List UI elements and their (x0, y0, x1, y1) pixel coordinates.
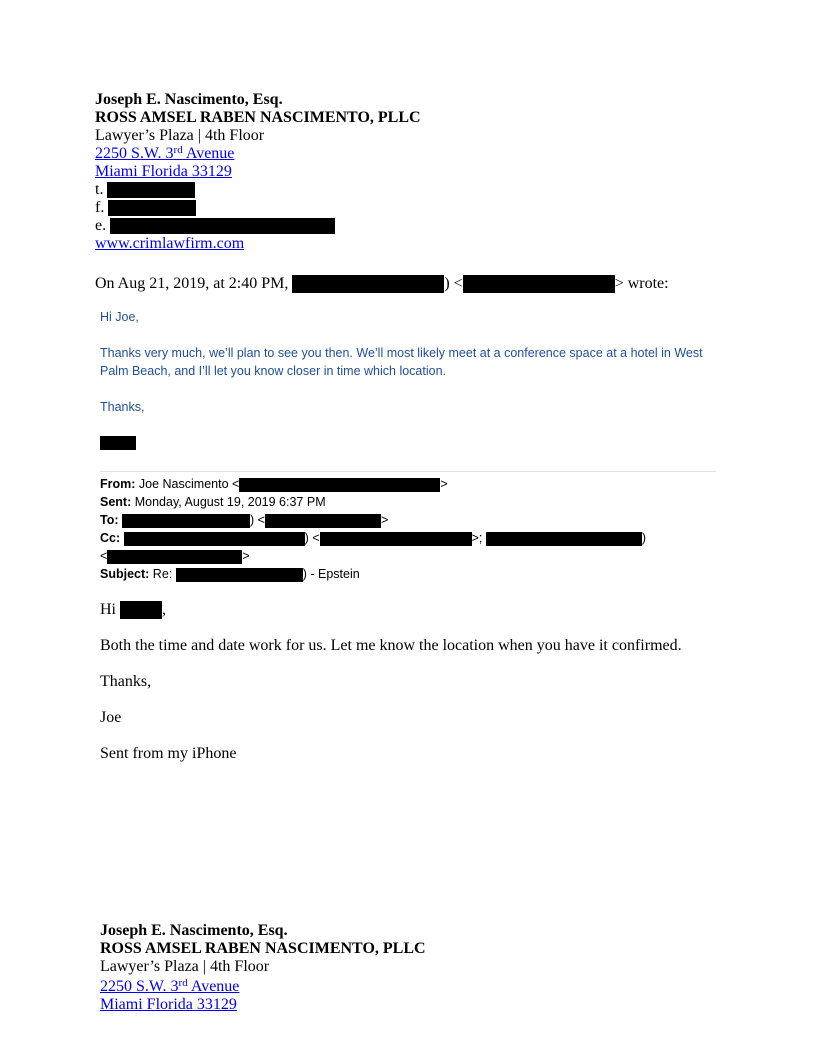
redaction (463, 275, 615, 293)
redaction (120, 601, 162, 619)
redaction (107, 182, 195, 198)
signature-name: Joseph E. Nascimento, Esq. (95, 91, 283, 108)
original-body: Both the time and date work for us. Let me know the location when you have it confirmed. (100, 637, 682, 655)
redaction (108, 200, 196, 216)
website-link[interactable]: www.crimlawfirm.com (95, 235, 245, 252)
phone-label: t. (95, 181, 104, 198)
reply-message (100, 308, 720, 416)
email-label: e. (95, 217, 107, 234)
redaction (292, 275, 444, 293)
signature-bottom (100, 922, 426, 1014)
original-signoff: Joe (100, 709, 122, 727)
signature-address-link[interactable] (95, 145, 421, 163)
cc-row: Cc: ) < >; ) (100, 531, 647, 545)
redaction (107, 550, 242, 564)
reply-greeting: Hi Joe, (100, 310, 139, 324)
to-row: To: ) < > (100, 513, 389, 527)
reply-body: Thanks very much, we’ll plan to see you then. We’ll most likely meet at a conference space at a hotel in West Palm Beach, and I’ll let you know closer in time which location. (100, 346, 703, 378)
original-header (100, 475, 720, 583)
redaction (486, 532, 642, 546)
signature-building: Lawyer’s Plaza | 4th Floor (95, 127, 265, 144)
divider (100, 471, 716, 472)
quote-header: On Aug 21, 2019, at 2:40 PM, ) < > wrote: (95, 275, 669, 292)
from-row: From: Joe Nascimento < > (100, 477, 448, 491)
city-link[interactable]: Miami Florida 33129 (100, 996, 237, 1013)
signature-name: Joseph E. Nascimento, Esq. (100, 922, 288, 939)
sent-from-device: Sent from my iPhone (100, 745, 237, 763)
original-closing: Thanks, (100, 673, 152, 691)
original-message (100, 601, 720, 763)
signature-firm: ROSS AMSEL RABEN NASCIMENTO, PLLC (100, 940, 426, 957)
redaction (320, 532, 472, 546)
signature-building: Lawyer’s Plaza | 4th Floor (100, 958, 270, 975)
redaction (265, 514, 381, 528)
city-link[interactable]: Miami Florida 33129 (95, 163, 232, 180)
address-link[interactable]: 2250 S.W. 3rd Avenue (95, 144, 235, 162)
redaction (239, 478, 440, 492)
cc-row-continued: < > (100, 549, 250, 563)
redaction (122, 514, 250, 528)
fax-row (95, 199, 421, 217)
signature-firm: ROSS AMSEL RABEN NASCIMENTO, PLLC (95, 109, 421, 126)
redaction (124, 532, 305, 546)
subject-row: Subject: Re: ) - Epstein (100, 567, 360, 581)
reply-closing: Thanks, (100, 400, 145, 414)
phone-row (95, 181, 421, 199)
address-link[interactable]: 2250 S.W. 3rd Avenue (100, 977, 240, 995)
original-greeting: Hi , (100, 601, 166, 618)
redaction (176, 568, 303, 582)
sent-row: Sent: Monday, August 19, 2019 6:37 PM (100, 495, 326, 509)
redaction (110, 218, 335, 234)
fax-label: f. (95, 199, 105, 216)
redaction (100, 436, 136, 450)
email-row (95, 217, 421, 235)
signature-top (95, 91, 421, 253)
